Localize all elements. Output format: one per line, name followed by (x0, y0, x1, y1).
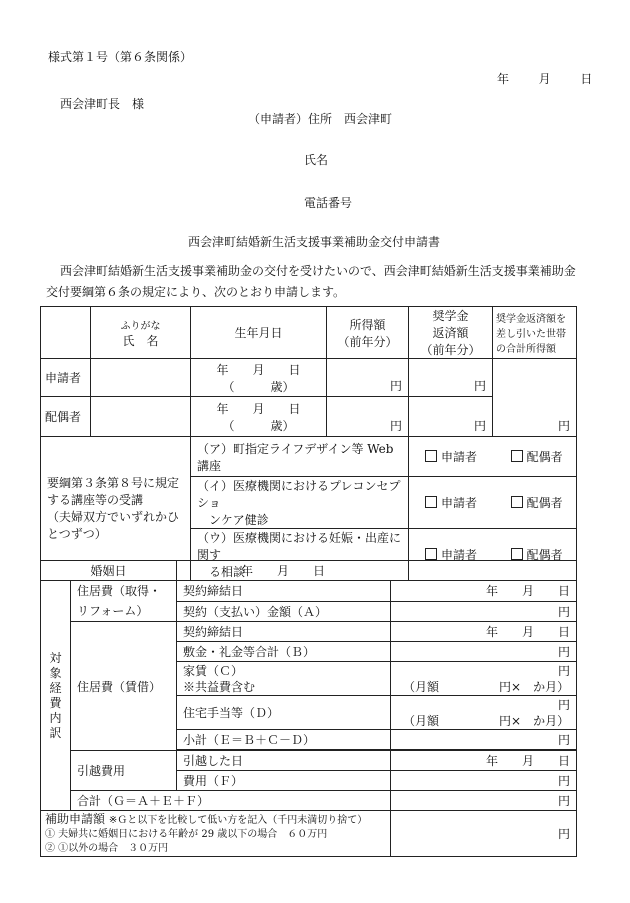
intro-line-1: 西会津町結婚新生活支援事業補助金の交付を受けたいので、西会津町結婚新生活支援事業補助金 (60, 264, 576, 278)
row-applicant-label: 申請者 (41, 359, 91, 397)
course-a-cell: （ア）町指定ライフデザイン等 Web 講座 (191, 437, 409, 477)
deposit-label: 敷金・礼金等合計（Ｂ） (177, 642, 391, 662)
allowance-label: 住宅手当等（Ｄ） (177, 696, 391, 730)
checkbox-icon[interactable] (425, 450, 437, 462)
day-label: 日 (580, 72, 593, 86)
scholarship-sub-label: （前年分） (420, 343, 481, 357)
housing-purchase-line-1: 住居費（取得・ (77, 584, 162, 598)
yen-unit: 円 (473, 419, 486, 433)
rent-monthly: （月額 円× か月） (403, 679, 570, 694)
housing-purchase-line-2: リフォーム） (77, 604, 149, 618)
moving-cost-cell[interactable]: 円 (391, 771, 577, 791)
spouse-ymd: 年 月 日 (216, 401, 301, 416)
housing-rent-label: 住居費（賃借） (71, 622, 177, 751)
applicant-ymd: 年 月 日 (216, 362, 301, 377)
checkbox-icon[interactable] (511, 450, 523, 462)
subsidy-option-2: ② ①以外の場合 ３０万円 (45, 842, 169, 854)
yen-unit: 円 (557, 419, 570, 433)
header-blank (41, 307, 91, 359)
rent-line-1: 家賃（Ｃ） (183, 663, 244, 678)
contract-amount-label: 契約（支払い）金額（Ａ） (177, 601, 391, 622)
applicant-address-label: （申請者）住所 西会津町 (248, 112, 393, 126)
allowance-cell[interactable] (391, 696, 577, 730)
header-birthdate: 生年月日 (191, 307, 327, 359)
year-label: 年 (497, 72, 510, 86)
expense-vertical-label: 対象経費内訳 (41, 581, 71, 811)
course-label-3: （夫婦双方でいずれかひ (47, 509, 180, 524)
applicant-scholarship-cell[interactable] (409, 359, 493, 397)
checkbox-icon[interactable] (511, 496, 523, 508)
checkbox-icon[interactable] (425, 548, 437, 560)
applicant-name-cell[interactable] (91, 359, 191, 397)
form-number: 様式第１号（第６条関係） (48, 50, 193, 64)
addressee: 西会津町長 様 (60, 97, 145, 111)
subtotal-cell[interactable]: 円 (391, 730, 577, 750)
yen-unit: 円 (558, 663, 571, 678)
course-b-checks (409, 477, 577, 529)
applicant-table (40, 306, 577, 581)
subsidy-amount-cell[interactable]: 円 (391, 811, 577, 857)
spouse-age: （ 歳） (222, 418, 295, 433)
total-cell[interactable]: 円 (391, 791, 577, 811)
yen-unit: 円 (473, 379, 486, 393)
check-applicant-label: 申請者 (441, 496, 478, 510)
name-label: 氏 名 (122, 333, 159, 348)
course-a-checks (409, 437, 577, 477)
course-b-cell (191, 477, 409, 529)
yen-unit: 円 (389, 419, 402, 433)
rent-contract-date-cell[interactable]: 年 月 日 (391, 622, 577, 642)
course-label-2: する講座等の受講 (47, 492, 144, 507)
income-label: 所得額 (349, 317, 386, 332)
header-date (497, 70, 592, 87)
header-scholarship (409, 307, 493, 359)
marriage-date-label: 婚姻日 (41, 561, 177, 581)
checkbox-icon[interactable] (511, 548, 523, 560)
purchase-contract-date-label: 契約締結日 (177, 581, 391, 602)
moving-cost-label: 費用（Ｆ） (177, 771, 391, 791)
deposit-cell[interactable]: 円 (391, 642, 577, 662)
yen-unit: 円 (389, 379, 402, 393)
header-net-income (493, 307, 577, 359)
subtotal-label: 小計（Ｅ＝Ｂ＋Ｃ－Ｄ） (177, 730, 391, 750)
net-income-label-2: 差し引いた世帯 (496, 329, 566, 340)
spouse-name-cell[interactable] (91, 397, 191, 437)
intro-line-2: 交付要綱第６条の規定により、次のとおり申請します。 (46, 285, 346, 299)
rent-contract-date-label: 契約締結日 (177, 622, 391, 642)
spouse-income-cell[interactable] (327, 397, 409, 437)
applicant-phone-label: 電話番号 (304, 196, 353, 210)
applicant-birthdate-cell[interactable] (191, 359, 327, 397)
subsidy-note: ※Ｇと以下を比較して低い方を記入（千円未満切り捨て） (108, 814, 368, 826)
yen-unit: 円 (558, 697, 571, 712)
header-income (327, 307, 409, 359)
rent-cell[interactable] (391, 662, 577, 696)
subsidy-option-1: ① 夫婦共に婚姻日における年齢が 29 歳以下の場合 ６０万円 (45, 828, 328, 840)
allowance-monthly: （月額 円× か月） (403, 713, 570, 728)
contract-amount-cell[interactable]: 円 (391, 601, 577, 622)
month-label: 月 (538, 72, 551, 86)
net-income-label-3: の合計所得額 (496, 344, 556, 355)
check-spouse-label: 配偶者 (526, 548, 563, 562)
housing-purchase-label (71, 581, 177, 622)
check-applicant-label: 申請者 (441, 548, 478, 562)
check-applicant-label: 申請者 (441, 450, 478, 464)
scholarship-label-2: 返済額 (432, 326, 469, 340)
marriage-date-cell[interactable]: 年 月 日 (177, 561, 577, 581)
document-title: 西会津町結婚新生活支援事業補助金交付申請書 (188, 235, 441, 249)
course-label-1: 要綱第３条第８号に規定 (47, 475, 180, 490)
subsidy-title: 補助申請額 (45, 811, 106, 826)
rent-label (177, 662, 391, 696)
applicant-age: （ 歳） (222, 379, 295, 394)
course-c-line-1: （ウ）医療機関における妊娠・出産に関す (197, 531, 402, 562)
applicant-name-label: 氏名 (304, 153, 329, 167)
spouse-scholarship-cell[interactable] (409, 397, 493, 437)
course-label-4: とつずつ） (47, 526, 107, 541)
furigana-label: ふりがな (120, 320, 161, 332)
income-sub-label: （前年分） (337, 334, 398, 349)
course-b-line-2: ンケア健診 (209, 513, 269, 527)
checkbox-icon[interactable] (425, 496, 437, 508)
expense-table (40, 560, 577, 857)
net-income-cell[interactable] (493, 359, 577, 437)
check-spouse-label: 配偶者 (526, 496, 563, 510)
rent-line-2: ※共益費含む (183, 679, 256, 694)
header-name (91, 307, 191, 359)
scholarship-label: 奨学金 (432, 309, 469, 323)
moving-label: 引越費用 (71, 751, 177, 791)
row-spouse-label: 配偶者 (41, 397, 91, 437)
net-income-label: 奨学金返済額を (496, 314, 566, 325)
moving-date-cell[interactable]: 年 月 日 (391, 751, 577, 771)
course-b-line-1: （イ）医療機関におけるプレコンセプショ (197, 479, 401, 510)
moving-date-label: 引越した日 (177, 751, 391, 771)
course-label-cell (41, 437, 191, 581)
course-c-line-2: る相談 (209, 565, 246, 579)
applicant-income-cell[interactable] (327, 359, 409, 397)
spouse-birthdate-cell[interactable] (191, 397, 327, 437)
total-label: 合計（Ｇ＝Ａ＋Ｅ＋Ｆ） (71, 791, 391, 811)
check-spouse-label: 配偶者 (526, 450, 563, 464)
subsidy-label-cell (41, 811, 391, 857)
purchase-contract-date-cell[interactable]: 年 月 日 (391, 581, 577, 602)
